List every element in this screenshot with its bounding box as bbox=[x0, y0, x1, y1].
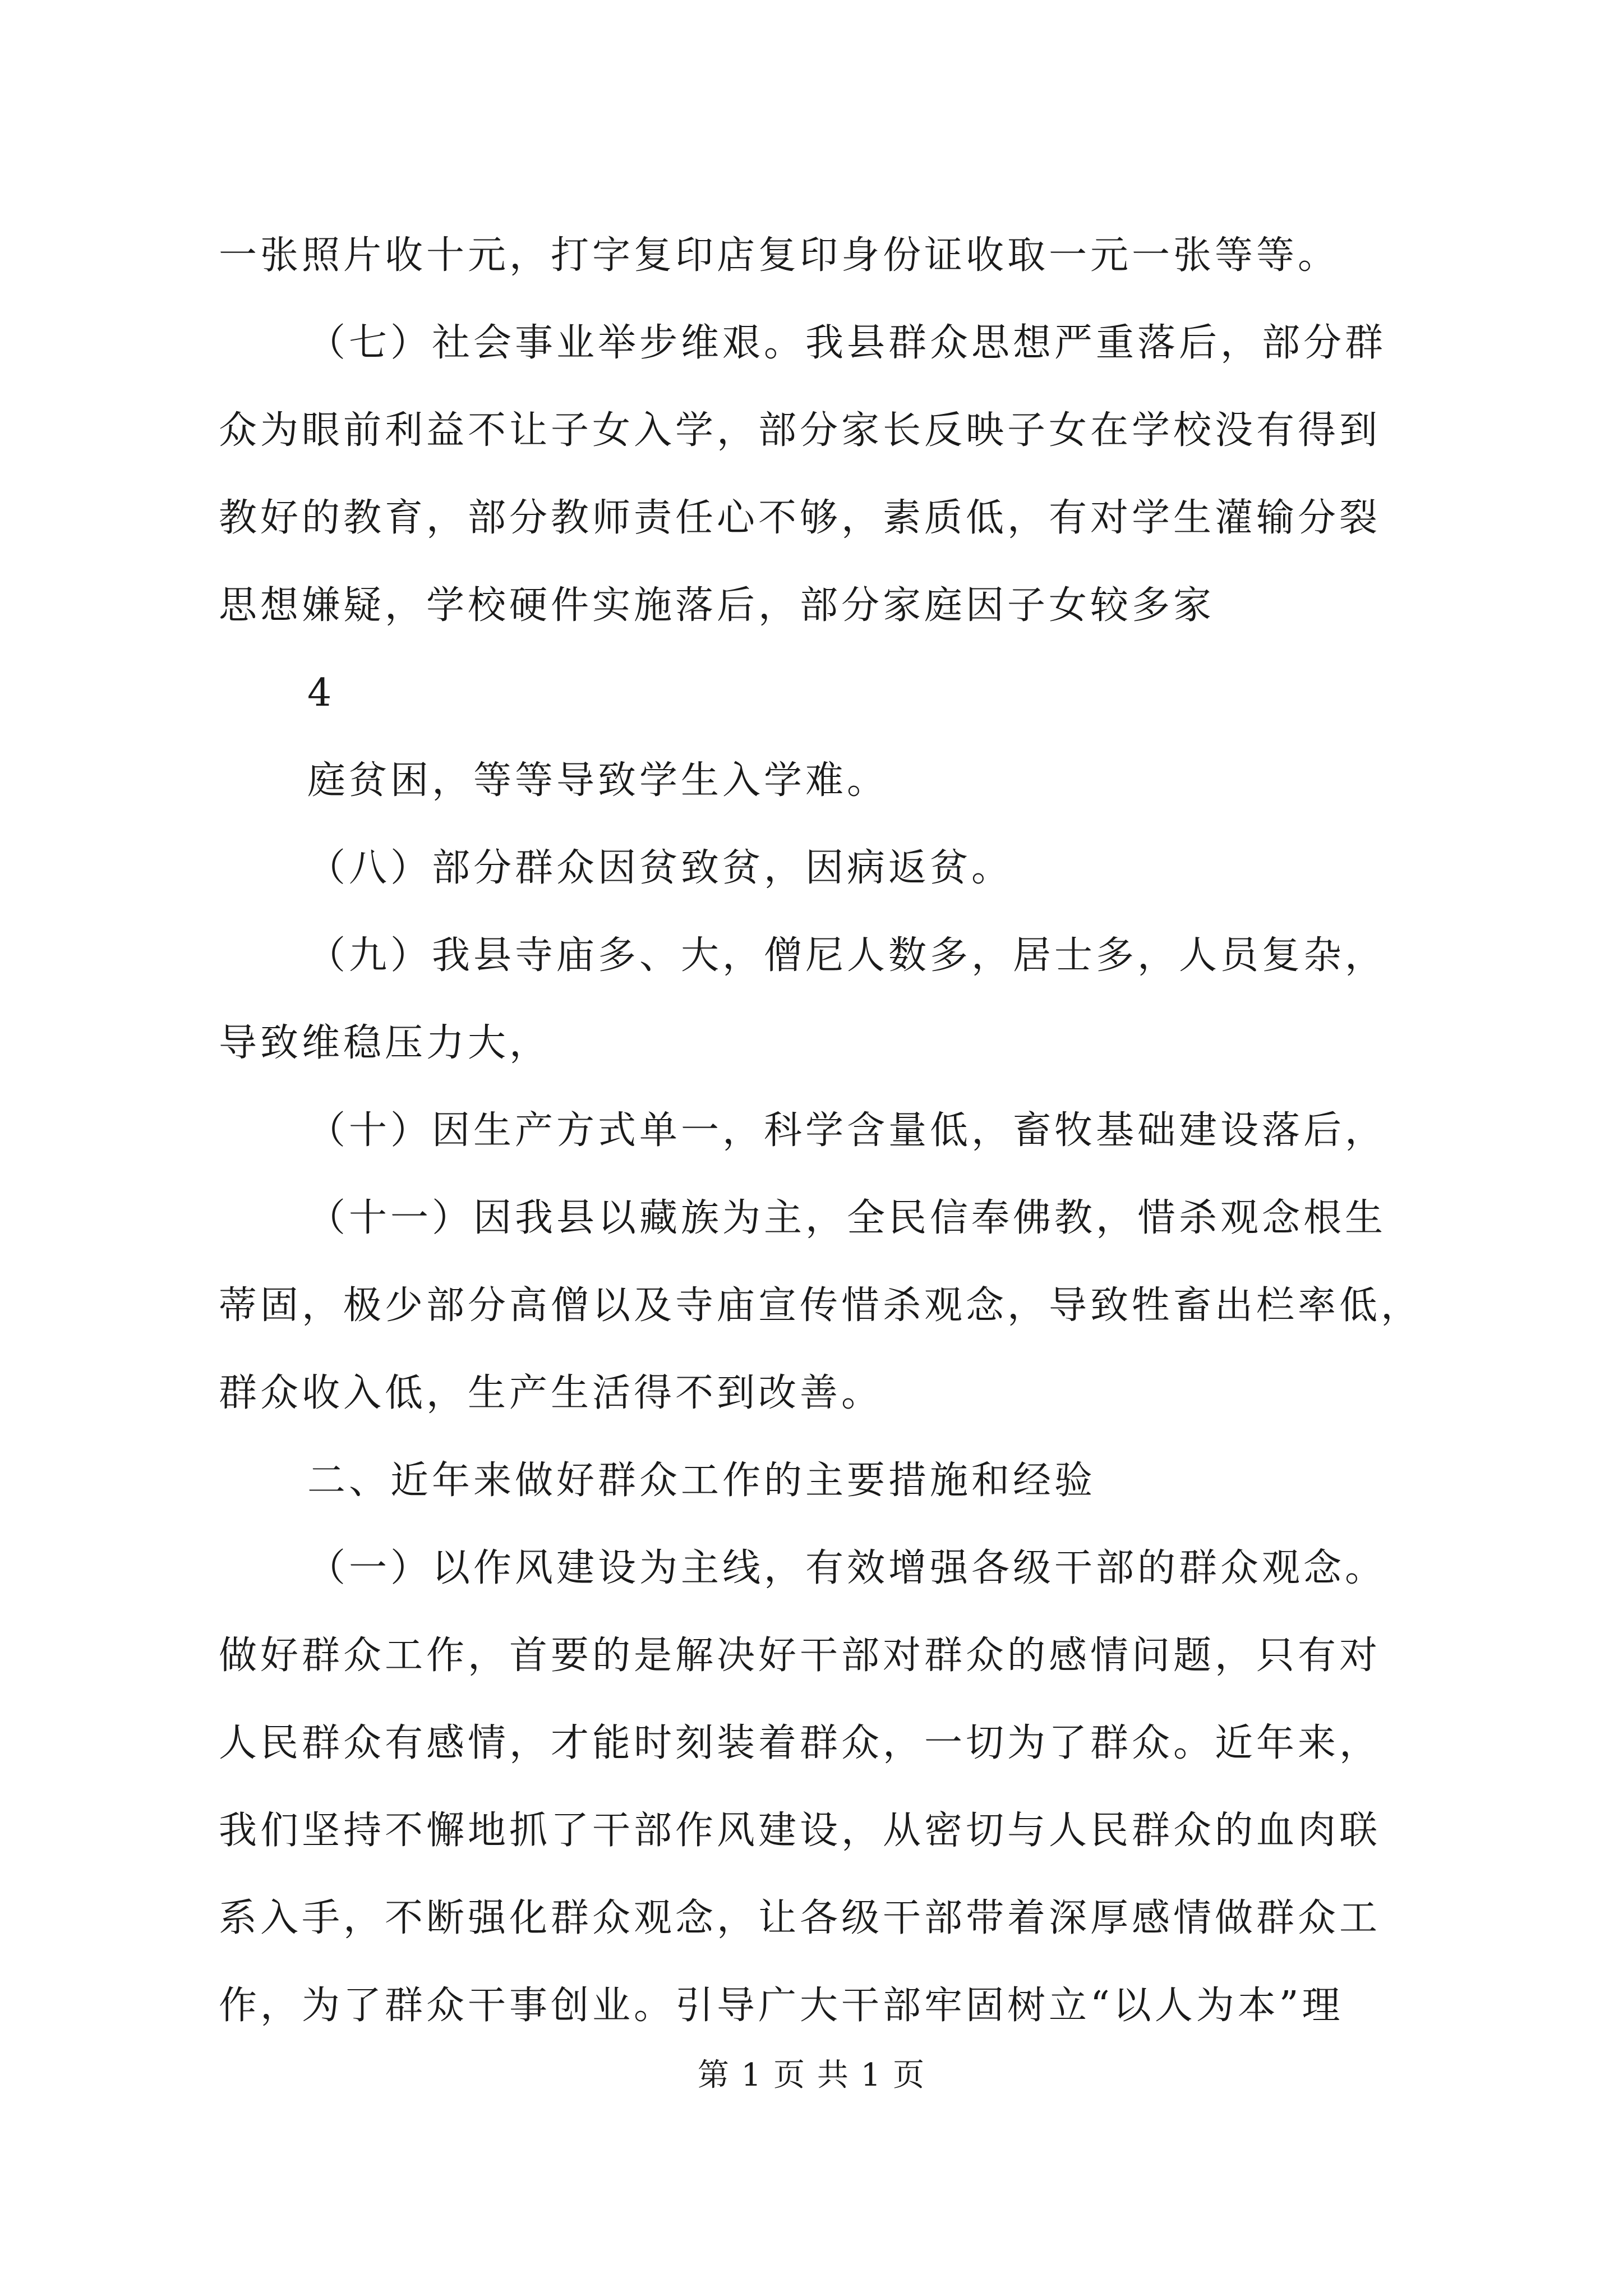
text-line-13: 群众收入低，生产生活得不到改善。 bbox=[219, 1371, 883, 1415]
text-line-17: 我们坚持不懈地抓了干部作风建设，从密切与人民群众的血肉联 bbox=[219, 1809, 1381, 1853]
text-line-12: 蒂固，极少部分高僧以及寺庙宣传惜杀观念，导致牲畜出栏率低， bbox=[219, 1283, 1423, 1328]
text-line-16: 人民群众有感情，才能时刻装着群众，一切为了群众。近年来， bbox=[219, 1721, 1381, 1765]
text-line-10: （十）因生产方式单一，科学含量低，畜牧基础建设落后， bbox=[307, 1108, 1387, 1153]
text-line-15: 做好群众工作，首要的是解决好干部对群众的感情问题，只有对 bbox=[219, 1634, 1381, 1678]
text-line-5: 思想嫌疑，学校硬件实施落后，部分家庭因子女较多家 bbox=[219, 583, 1215, 628]
text-line-19: 作，为了群众干事创业。引导广大干部牢固树立“以人为本”理 bbox=[219, 1984, 1344, 2028]
text-line-7: （八）部分群众因贫致贫，因病返贫。 bbox=[307, 846, 1013, 890]
text-line-3: 众为眼前利益不让子女入学，部分家长反映子女在学校没有得到 bbox=[219, 408, 1381, 453]
text-line-18: 系入手，不断强化群众观念，让各级干部带着深厚感情做群众工 bbox=[219, 1896, 1381, 1940]
page-footer: 第 1 页 共 1 页 bbox=[697, 2057, 926, 2093]
section-heading: 二、近年来做好群众工作的主要措施和经验 bbox=[307, 1458, 1096, 1503]
text-line-2: （七）社会事业举步维艰。我县群众思想严重落后，部分群 bbox=[307, 321, 1387, 365]
text-line-9: 导致维稳压力大， bbox=[219, 1021, 551, 1065]
text-line-14: （一）以作风建设为主线，有效增强各级干部的群众观念。 bbox=[307, 1546, 1387, 1590]
text-line-4: 教好的教育，部分教师责任心不够，素质低，有对学生灌输分裂 bbox=[219, 496, 1381, 540]
text-line-8: （九）我县寺庙多、大，僧尼人数多，居士多，人员复杂， bbox=[307, 933, 1387, 978]
inline-page-number: 4 bbox=[307, 671, 332, 715]
text-line-11: （十一）因我县以藏族为主，全民信奉佛教，惜杀观念根生 bbox=[307, 1196, 1387, 1240]
text-line-1: 一张照片收十元，打字复印店复印身份证收取一元一张等等。 bbox=[219, 233, 1340, 278]
text-line-6: 庭贫困，等等导致学生入学难。 bbox=[307, 758, 889, 803]
